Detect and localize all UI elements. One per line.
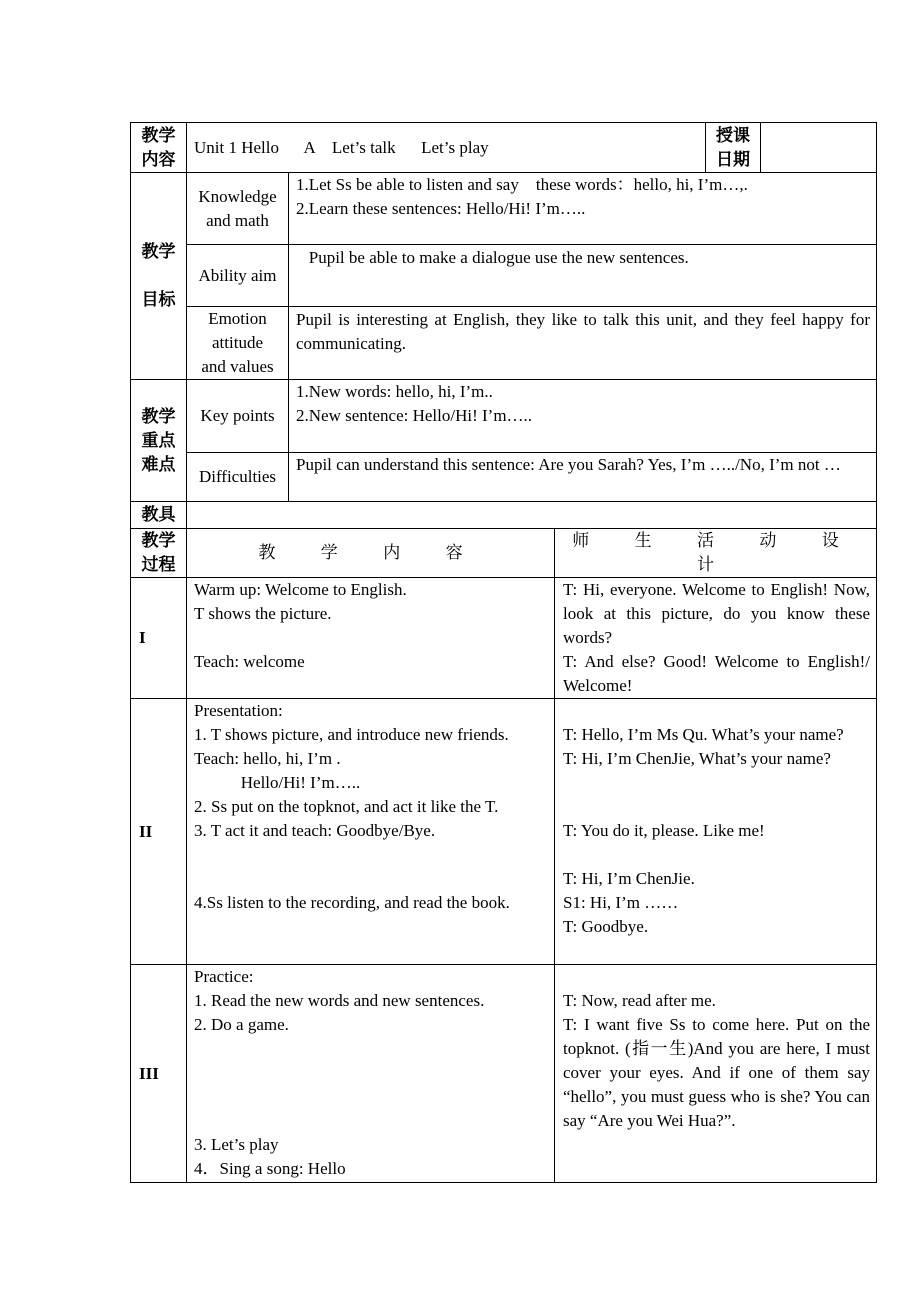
objective-emotion-label: Emotion attitude and values [201,309,274,376]
keypoints-text: 1.New words: hello, hi, I’m.. 2.New sentence: Hello/Hi! I’m….. [296,382,533,425]
step-content: Warm up: Welcome to English. T shows the picture. Teach: welcome [194,580,407,671]
step-activity: T: Now, read after me. T: I want five Ss to come here. Put on the topknot. (指一生)And you are here, I must cover your eyes. And if one of them say “hello”, you must guess who is she? You can say “Are you Wei Hua?”. [563,991,870,1130]
step-content: Presentation: 1. T shows picture, and introduce new friends. Teach: hello, hi, I’m . Hello/Hi! I’m….. 2. Ss put on the topknot, and act it like the T. 3. T act it and teach: Goodbye/Bye. 4.Ss listen to the recording, and read the book. [194,701,510,912]
content-value: Unit 1 Hello A Let’s talk Let’s play [194,137,489,157]
date-value [761,123,876,172]
step-activity: T: Hi, everyone. Welcome to English! Now, look at this picture, do you know these words? T: And else? Good! Welcome to English!/ Welcome! [563,580,870,695]
step-number: III [139,1063,159,1083]
objective-knowledge-text: 1.Let Ss be able to listen and say these words：hello, hi, I’m…,. 2.Learn these sentences: Hello/Hi! I’m….. [296,175,748,218]
content-label: 教学 内容 [141,125,176,170]
tools-label: 教具 [141,505,176,525]
step-number: I [139,628,146,647]
keypoints-label: 教学 重点 难点 [141,406,176,475]
process-activity-header: 师 生 活 动 设 计 [572,531,859,575]
step-number: II [139,821,153,841]
objectives-label: 教学 目标 [141,242,176,310]
difficulties-label: Difficulties [198,467,277,486]
objective-knowledge-label: Knowledge and math [198,186,277,230]
objective-emotion-text: Pupil is interesting at English, they like to talk this unit, and they feel happy for communicating. [296,310,875,353]
process-content-header: 教 学 内 容 [258,543,483,563]
difficulties-text: Pupil can understand this sentence: Are you Sarah? Yes, I’m …../No, I’m not … [296,455,841,474]
objective-ability-label: Ability aim [198,265,277,285]
step-content: Practice: 1. Read the new words and new sentences. 2. Do a game. 3. Let’s play 4．Sing a song: Hello [194,967,485,1178]
step-activity: T: Hello, I’m Ms Qu. What’s your name? T: Hi, I’m ChenJie, What’s your name? T: You do it, please. Like me! T: Hi, I’m ChenJie. S1: Hi, I’m …… T: Goodbye. [563,725,844,936]
tools-value [194,502,870,528]
process-label: 教学 过程 [141,531,176,575]
keypoints-row-label: Key points [200,406,275,425]
objective-ability-text: Pupil be able to make a dialogue use the new sentences. [296,248,689,267]
date-label: 授课 日期 [716,125,750,170]
